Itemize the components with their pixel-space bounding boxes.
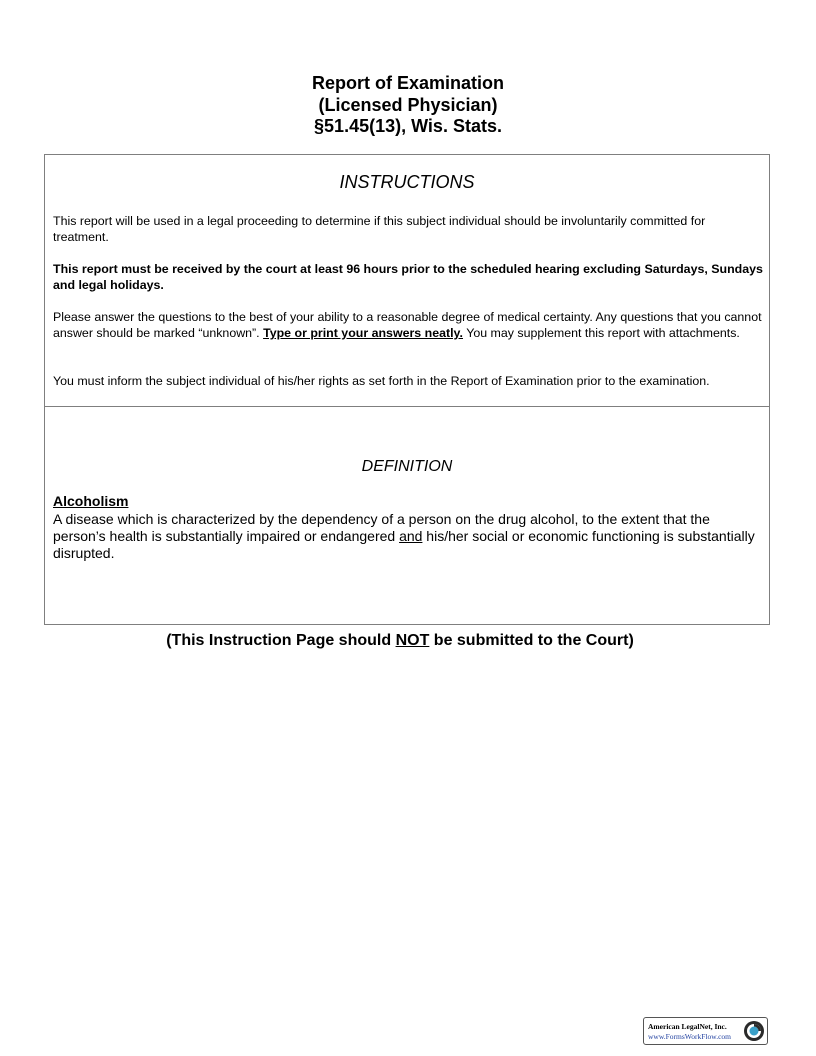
- instructions-section: [45, 155, 769, 407]
- instructions-paragraph-deadline: This report must be received by the court at least 96 hours prior to the scheduled hearing excluding Saturdays, Sundays and legal holidays.: [53, 262, 763, 292]
- logo-company-name: American LegalNet, Inc.: [648, 1022, 727, 1031]
- instructions-heading: INSTRUCTIONS: [339, 172, 475, 192]
- definition-text: [53, 511, 761, 562]
- submission-note: [0, 632, 800, 650]
- instructions-p3-text-b: You may supplement this report with attachments.: [462, 326, 740, 340]
- instruction-frame: [44, 154, 770, 625]
- definition-emphasis: and: [399, 528, 423, 544]
- instructions-paragraph-3: [53, 309, 763, 341]
- publisher-logo: [643, 1017, 768, 1045]
- instructions-p3-text-a: Please answer the questions to the best of your ability to a reasonable degree of medical certainty. Any questions that you cannot answer should be marked “unknown”.: [53, 310, 762, 340]
- submission-note-emphasis: NOT: [395, 632, 430, 649]
- title-line-3: §51.45(13), Wis. Stats.: [314, 116, 502, 136]
- title-line-1: Report of Examination: [311, 73, 504, 93]
- instructions-paragraph-4: You must inform the subject individual of his/her rights as set forth in the Report of Examination prior to the examination.: [53, 374, 710, 388]
- submission-note-b: be submitted to the Court): [429, 632, 634, 649]
- definition-heading: DEFINITION: [361, 458, 453, 475]
- definition-text-b: his/her social or economic functioning is substantially disrupted.: [53, 528, 755, 561]
- formsworkflow-logo-icon: [743, 1020, 765, 1042]
- page-title: [0, 73, 816, 138]
- logo-website: www.FormsWorkFlow.com: [648, 1032, 732, 1041]
- definition-term: Alcoholism: [53, 493, 129, 509]
- definition-text-a: A disease which is characterized by the dependency of a person on the drug alcohol, to the extent that the person’s health is substantially impaired or endangered: [53, 511, 710, 544]
- instructions-p3-emphasis: Type or print your answers neatly.: [263, 326, 463, 340]
- submission-note-a: (This Instruction Page should: [166, 632, 396, 649]
- instructions-paragraph-1: This report will be used in a legal proceeding to determine if this subject individual should be involuntarily committed for treatment.: [53, 214, 706, 244]
- title-line-2: (Licensed Physician): [318, 94, 498, 115]
